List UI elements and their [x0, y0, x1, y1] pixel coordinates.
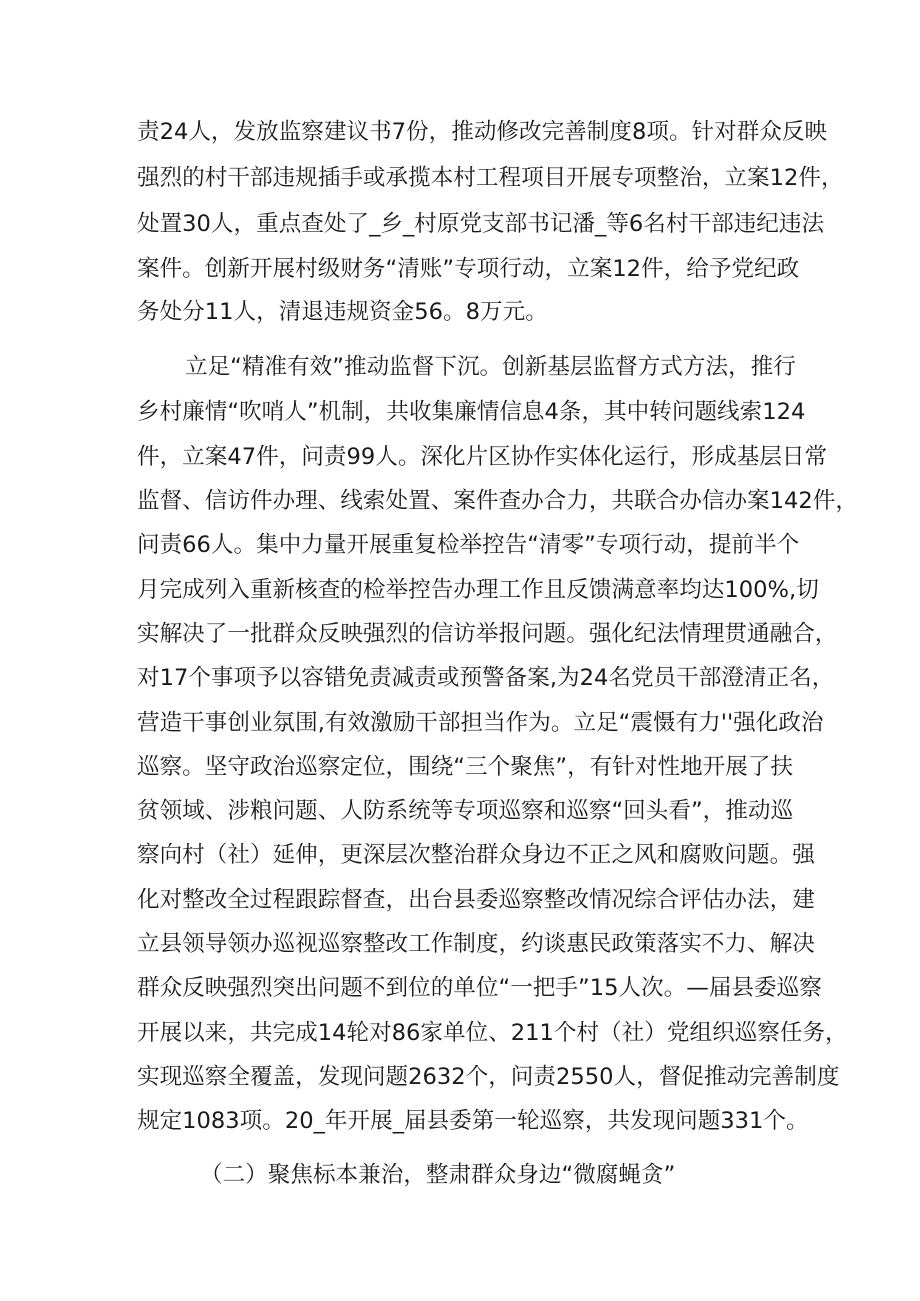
- text-line: 实现巡察全覆盖，发现问题2632个，问责2550人，督促推动完善制度: [137, 1064, 840, 1090]
- text-line: 贫领域、涉粮问题、人防系统等专项巡察和巡察“回头看”，推动巡: [137, 798, 794, 824]
- text-line: 务处分11人，清退违规资金56。8万元。: [137, 299, 548, 325]
- text-line: 乡村廉情“吹哨人”机制，共收集廉情信息4条，其中转问题线索124: [137, 399, 806, 425]
- text-line: 责24人，发放监察建议书7份，推动修改完善制度8项。针对群众反映: [137, 119, 828, 145]
- text-line: 问责66人。集中力量开展重复检举控告“清零”专项行动，提前半个: [137, 532, 800, 558]
- text-line: 开展以来，共完成14轮对86家单位、211个村（社）党组织巡察任务，: [137, 1020, 848, 1046]
- text-line: 营造干事创业氛围,有效激励干部担当作为。立足“震慑有力''强化政治: [137, 710, 824, 736]
- text-line: 件，立案47件，问责99人。深化片区协作实体化运行，形成基层日常: [137, 444, 828, 470]
- text-line: 化对整改全过程跟踪督查，出台县委巡察整改情况综合评估办法，建: [137, 887, 815, 913]
- text-line: 群众反映强烈突出问题不到位的单位“一把手”15人次。—届县委巡察: [137, 975, 822, 1001]
- text-line: 实解决了一批群众反映强烈的信访举报问题。强化纪法情理贯通融合，: [137, 621, 838, 647]
- text-line: 强烈的村干部违规插手或承揽本村工程项目开展专项整治，立案12件，: [137, 165, 844, 191]
- text-line: 监督、信访件办理、线索处置、案件查办合力，共联合办信办案142件，: [137, 488, 858, 514]
- text-line: 立足“精准有效”推动监督下沉。创新基层监督方式方法，推行: [185, 354, 796, 380]
- text-line: 规定1083项。20_年开展_届县委第一轮巡察，共发现问题331个。: [137, 1108, 809, 1134]
- text-line: 案件。创新开展村级财务“清账”专项行动，立案12件，给予党纪政: [137, 256, 800, 282]
- text-line: 月完成列入重新核查的检举控告办理工作且反馈满意率均达100%,切: [137, 577, 819, 603]
- section-heading: （二）聚焦标本兼治，整肃群众身边“微腐蝇贪”: [200, 1162, 676, 1188]
- text-line: 立县领导领办巡视巡察整改工作制度，约谈惠民政策落实不力、解决: [137, 931, 815, 957]
- text-line: 察向村（社）延伸，更深层次整治群众身边不正之风和腐败问题。强: [137, 842, 815, 868]
- text-line: 对17个事项予以容错免责减责或预警备案,为24名党员干部澄清正名，: [137, 665, 835, 691]
- text-line: 巡察。坚守政治巡察定位，围绕“三个聚焦”，有针对性地开展了扶: [137, 754, 794, 780]
- text-line: 处置30人，重点查处了_乡_村原党支部书记潘_等6名村干部违纪违法: [137, 211, 825, 237]
